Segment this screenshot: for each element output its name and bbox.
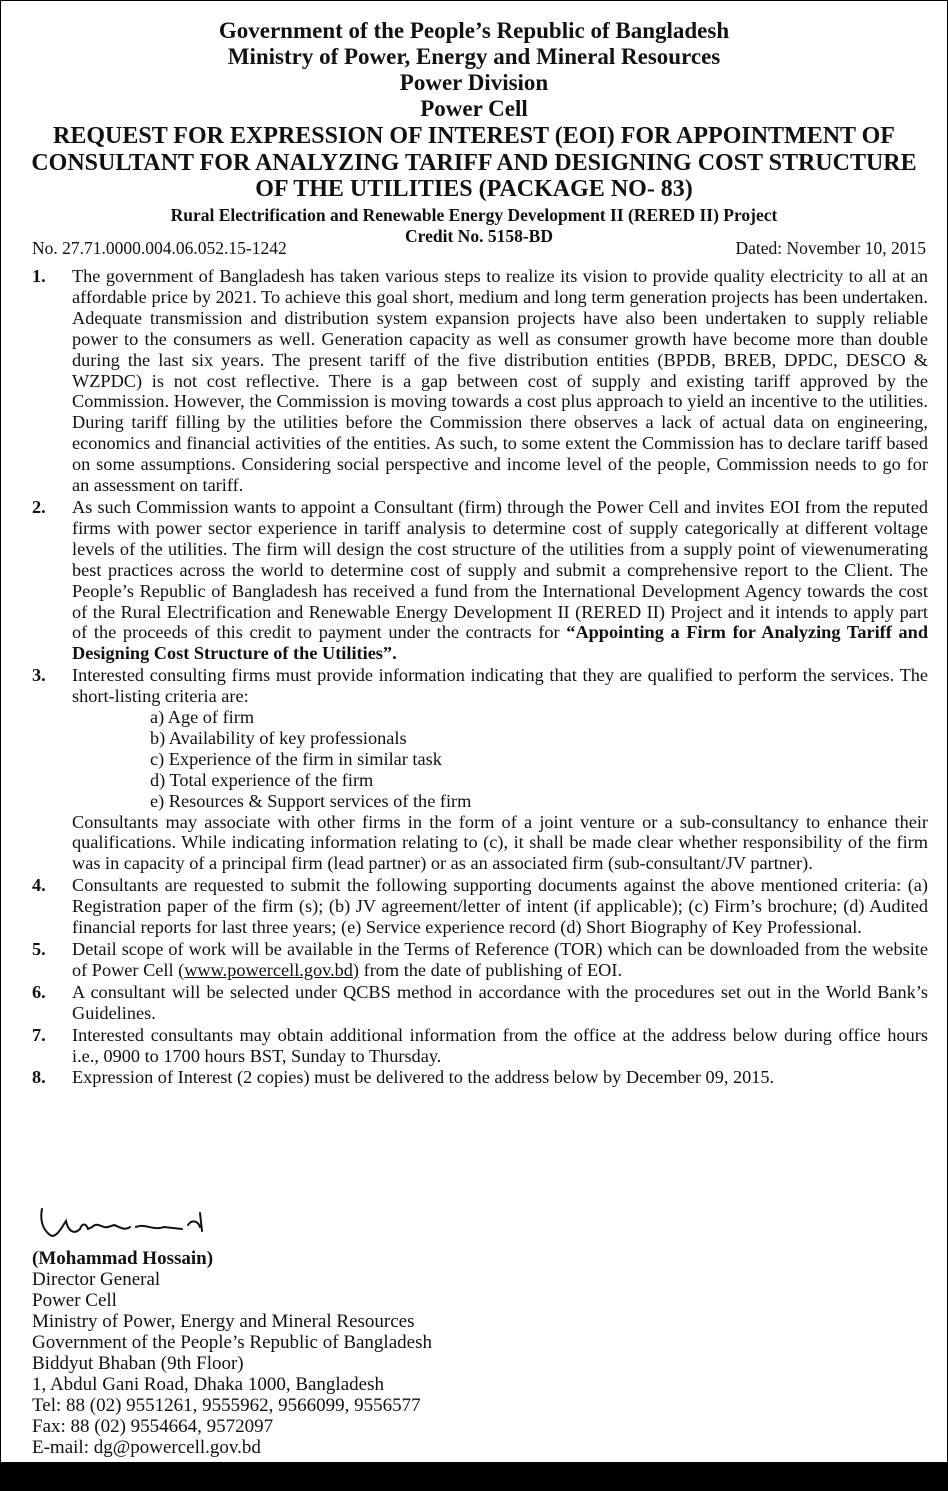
header (0, 18, 948, 226)
signatory-line: Tel: 88 (02) 9551261, 9555962, 9566099, 9556577 (32, 1395, 421, 1416)
notice-body (32, 266, 928, 1089)
header-cell: Power Cell (420, 96, 528, 121)
meta-row (32, 226, 926, 260)
paragraph-text-after: Consultants may associate with other firms in the form of a joint venture or a sub-consultancy to enhance their qualifications. While indicating information relating to (c), it shall be made clear whether responsibility of the firm was in capacity of a principal firm (lead partner) or as an associated firm (sub-consultant/JV partner). (72, 811, 928, 874)
criteria-item: d) Total experience of the firm (150, 769, 374, 790)
criteria-item: b) Availability of key professionals (150, 727, 407, 748)
contract-name: “Appointing a Firm for Analyzing Tariff and Designing Cost Structure of the Utilities”. (72, 622, 929, 664)
paragraph-text: Consultants are requested to submit the following supporting documents against the above mentioned criteria: (a) Registration paper of the firm (s); (b) JV agreement/letter of intent (if applicable); (c) Firm’s brochure; (d) Audited financial reports for last three years; (e) Service experience record (d) Short Biography of Key Professional. (72, 875, 928, 938)
paragraph-text: A consultant will be selected under QCBS method in accordance with the procedures set out in the World Bank’s Guidelines. (72, 981, 928, 1023)
paragraph-7 (32, 1025, 928, 1067)
paragraph-number: 3. (32, 665, 46, 686)
signatory-line: Ministry of Power, Energy and Mineral Resources (32, 1311, 415, 1332)
paragraph-text: Expression of Interest (2 copies) must be delivered to the address below by December 09, 2015. (72, 1067, 775, 1088)
criteria-item: c) Experience of the firm in similar task (150, 748, 442, 769)
website-link[interactable]: (www.powercell.gov.bd) (178, 959, 360, 980)
paragraph-number: 2. (32, 496, 46, 517)
paragraph-text-tail: from the date of publishing of EOI. (359, 959, 623, 980)
header-ministry: Ministry of Power, Energy and Mineral Resources (227, 44, 721, 69)
signature-image (32, 1205, 242, 1243)
paragraph-number: 6. (32, 981, 46, 1002)
paragraph-1 (32, 266, 928, 496)
paragraph-number: 5. (32, 939, 46, 959)
signatory-line: Fax: 88 (02) 9554664, 9572097 (32, 1416, 274, 1437)
signatory-line: Director General (32, 1269, 161, 1290)
signatory-line: 1, Abdul Gani Road, Dhaka 1000, Bangladesh (32, 1374, 384, 1395)
paragraph-number: 1. (32, 266, 46, 286)
header-division: Power Division (399, 70, 549, 95)
signatory-line: Power Cell (32, 1290, 117, 1311)
paragraph-8 (32, 1067, 928, 1088)
signatory-line: Government of the People’s Republic of Bangladesh (32, 1332, 432, 1353)
criteria-item: a) Age of firm (150, 707, 255, 728)
signatory-line: Biddyut Bhaban (9th Floor) (32, 1353, 244, 1374)
bottom-bar (0, 1462, 948, 1491)
header-government: Government of the People’s Republic of Bangladesh (218, 18, 730, 43)
paragraph-text: Detail scope of work will be available in the Terms of Reference (TOR) which can be downloaded from the website of Power Cell (72, 939, 928, 980)
paragraph-number: 4. (32, 875, 46, 896)
paragraph-text: As such Commission wants to appoint a Consultant (firm) through the Power Cell and invites EOI from the reputed firms with power sector experience in tariff analysis to determine cost of supply categorically at different voltage levels of the utilities. The firm will design the cost structure of the utilities from a supply point of viewenumerating best practices across the world to determine cost of supply and submit a comprehensive report to the Client. The People’s Republic of Bangladesh has received a fund from the International Development Agency towards the cost of the Rural Electrification and Renewable Energy Development II (RERED II) Project and it intends to apply part of the proceeds of this credit to payment under the contracts for (72, 496, 928, 643)
project-name: Rural Electrification and Renewable Energy Development II (RERED II) Project (170, 204, 778, 225)
criteria-list (72, 707, 928, 812)
signatory-name: (Mohammad Hossain) (32, 1248, 214, 1269)
paragraph-number: 8. (32, 1067, 46, 1088)
signatory-email: E-mail: dg@powercell.gov.bd (32, 1437, 261, 1458)
paragraph-text: The government of Bangladesh has taken various steps to realize its vision to provide quality electricity to all at an affordable price by 2021. To achieve this goal short, medium and long term generation projects has been undertaken. Adequate transmission and distribution system expansion projects have also been undertaken to supply reliable power to the consumers as well. Generation capacity as well as consumer growth have become more than double during the last six years. The present tariff of the five distribution entities (BPDB, BREB, DPDC, DESCO & WZPDC) is not cost reflective. There is a gap between cost of supply and existing tariff approved by the Commission. However, the Commission is moving towards a cost plus approach to yield an incentive to the utilities. During tariff filling by the utilities before the Commission there observes a lack of actual data on engineering, economics and financial activities of the entities. As such, to some extent the Commission has to declare tariff based on some assumptions. Considering social perspective and income level of the people, Commission needs to go for an assessment on tariff. (72, 266, 928, 496)
paragraph-2 (32, 497, 928, 664)
paragraph-text: Interested consulting firms must provide information indicating that they are qualified to perform the services. The short-listing criteria are: (72, 665, 928, 707)
paragraph-3 (32, 665, 928, 874)
notice-title: REQUEST FOR EXPRESSION OF INTEREST (EOI) FOR APPOINTMENT OF CONSULTANT FOR ANALYZING TARIFF AND DESIGNING COST STRUCTURE OF THE UTILITIES (PACKAGE NO- 83) (31, 123, 917, 202)
reference-number: No. 27.71.0000.004.06.052.15-1242 (32, 238, 287, 258)
signature-block (32, 1205, 432, 1458)
paragraph-6 (32, 982, 928, 1024)
paragraph-text: Interested consultants may obtain additional information from the office at the address below during office hours i.e., 0900 to 1700 hours BST, Sunday to Thursday. (72, 1024, 928, 1066)
criteria-item: e) Resources & Support services of the firm (150, 790, 472, 811)
paragraph-4 (32, 875, 928, 938)
paragraph-5 (32, 939, 928, 981)
paragraph-number: 7. (32, 1024, 46, 1045)
credit-number: Credit No. 5158-BD (405, 226, 553, 246)
date: Dated: November 10, 2015 (735, 238, 926, 258)
